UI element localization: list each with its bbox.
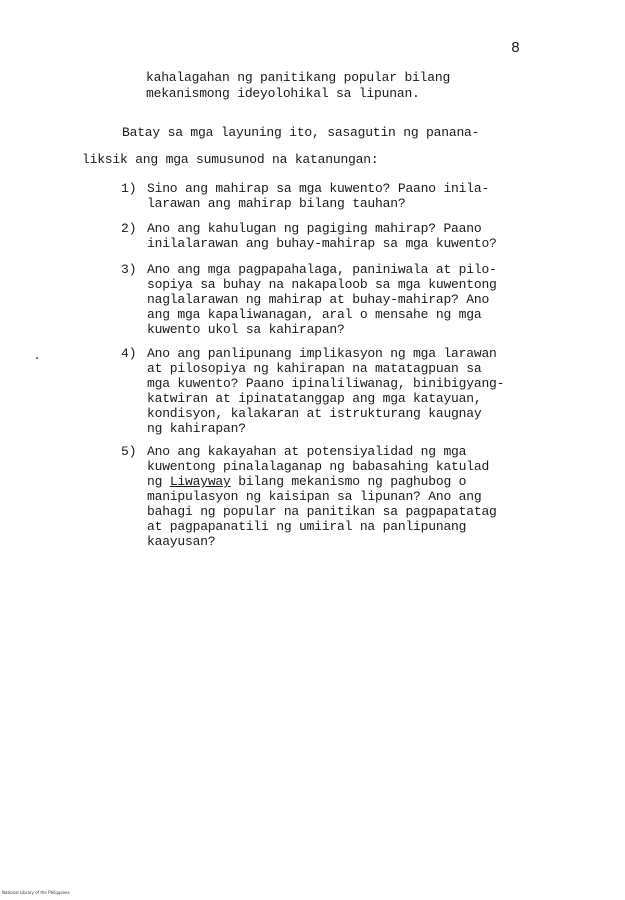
- question-2-line-2: inilalarawan ang buhay-mahirap sa mga kuwento?: [147, 236, 497, 251]
- question-1-number: 1): [121, 181, 137, 196]
- question-3-number: 3): [121, 262, 137, 277]
- question-4-line-3: mga kuwento? Paano ipinaliliwanag, binibigyang-: [147, 376, 505, 391]
- question-1-line-1: Sino ang mahirap sa mga kuwento? Paano inila-: [147, 181, 490, 196]
- question-4-line-4: katwiran at ipinatatanggap ang mga katayuan,: [147, 391, 482, 406]
- question-2-number: 2): [121, 221, 137, 236]
- question-5-line-1: Ano ang kakayahan at potensiyalidad ng mga: [147, 444, 467, 459]
- question-5-line-7: kaayusan?: [147, 534, 216, 549]
- liwayway-title: Liwayway: [169, 474, 231, 489]
- question-3-line-4: ang mga kapaliwanagan, aral o mensahe ng mga: [147, 307, 482, 322]
- question-5-number: 5): [121, 444, 137, 459]
- paragraph-second-line: liksik ang mga sumusunod na katanungan:: [82, 152, 379, 167]
- question-5-line-3-prefix: ng: [147, 474, 170, 489]
- question-5-line-4: manipulasyon ng kaisipan sa lipunan? Ano ang: [147, 489, 482, 504]
- question-3-line-2: sopiya sa buhay na nakapaloob sa mga kuwentong: [147, 277, 497, 292]
- question-4-line-1: Ano ang panlipunang implikasyon ng mga larawan: [147, 346, 497, 361]
- footer-watermark: National Library of the Philippines: [2, 890, 70, 895]
- question-5-line-5: bahagi ng popular na panitikan sa pagpapatatag: [147, 504, 497, 519]
- paragraph-first-line: Batay sa mga layuning ito, sasagutin ng panana-: [122, 125, 480, 140]
- question-3-line-5: kuwento ukol sa kahirapan?: [147, 322, 345, 337]
- question-2-line-1: Ano ang kahulugan ng pagiging mahirap? Paano: [147, 221, 482, 236]
- question-1-line-2: larawan ang mahirap bilang tauhan?: [147, 196, 406, 211]
- question-4-line-6: ng kahirapan?: [147, 421, 246, 436]
- question-5-line-3: [147, 474, 466, 489]
- question-5-line-6: at pagpapanatili ng umiiral na panlipunang: [147, 519, 467, 534]
- question-4-number: 4): [121, 346, 137, 361]
- question-5-line-2: kuwentong pinalalaganap ng babasahing katulad: [147, 459, 490, 474]
- intro-line-2: mekanismong ideyolohikal sa lipunan.: [146, 86, 420, 101]
- page-number: 8: [511, 40, 521, 57]
- question-4-line-2: at pilosopiya ng kahirapan na matatagpuan sa: [147, 361, 482, 376]
- question-5-line-3-suffix: bilang mekanismo ng paghubog o: [230, 474, 467, 489]
- intro-line-1: kahalagahan ng panitikang popular bilang: [146, 70, 451, 85]
- question-4-line-5: kondisyon, kalakaran at istrukturang kaugnay: [147, 406, 482, 421]
- scan-speck: [36, 357, 38, 359]
- question-3-line-1: Ano ang mga pagpapahalaga, paniniwala at pilo-: [147, 262, 497, 277]
- question-3-line-3: naglalarawan ng mahirap at buhay-mahirap? Ano: [147, 292, 490, 307]
